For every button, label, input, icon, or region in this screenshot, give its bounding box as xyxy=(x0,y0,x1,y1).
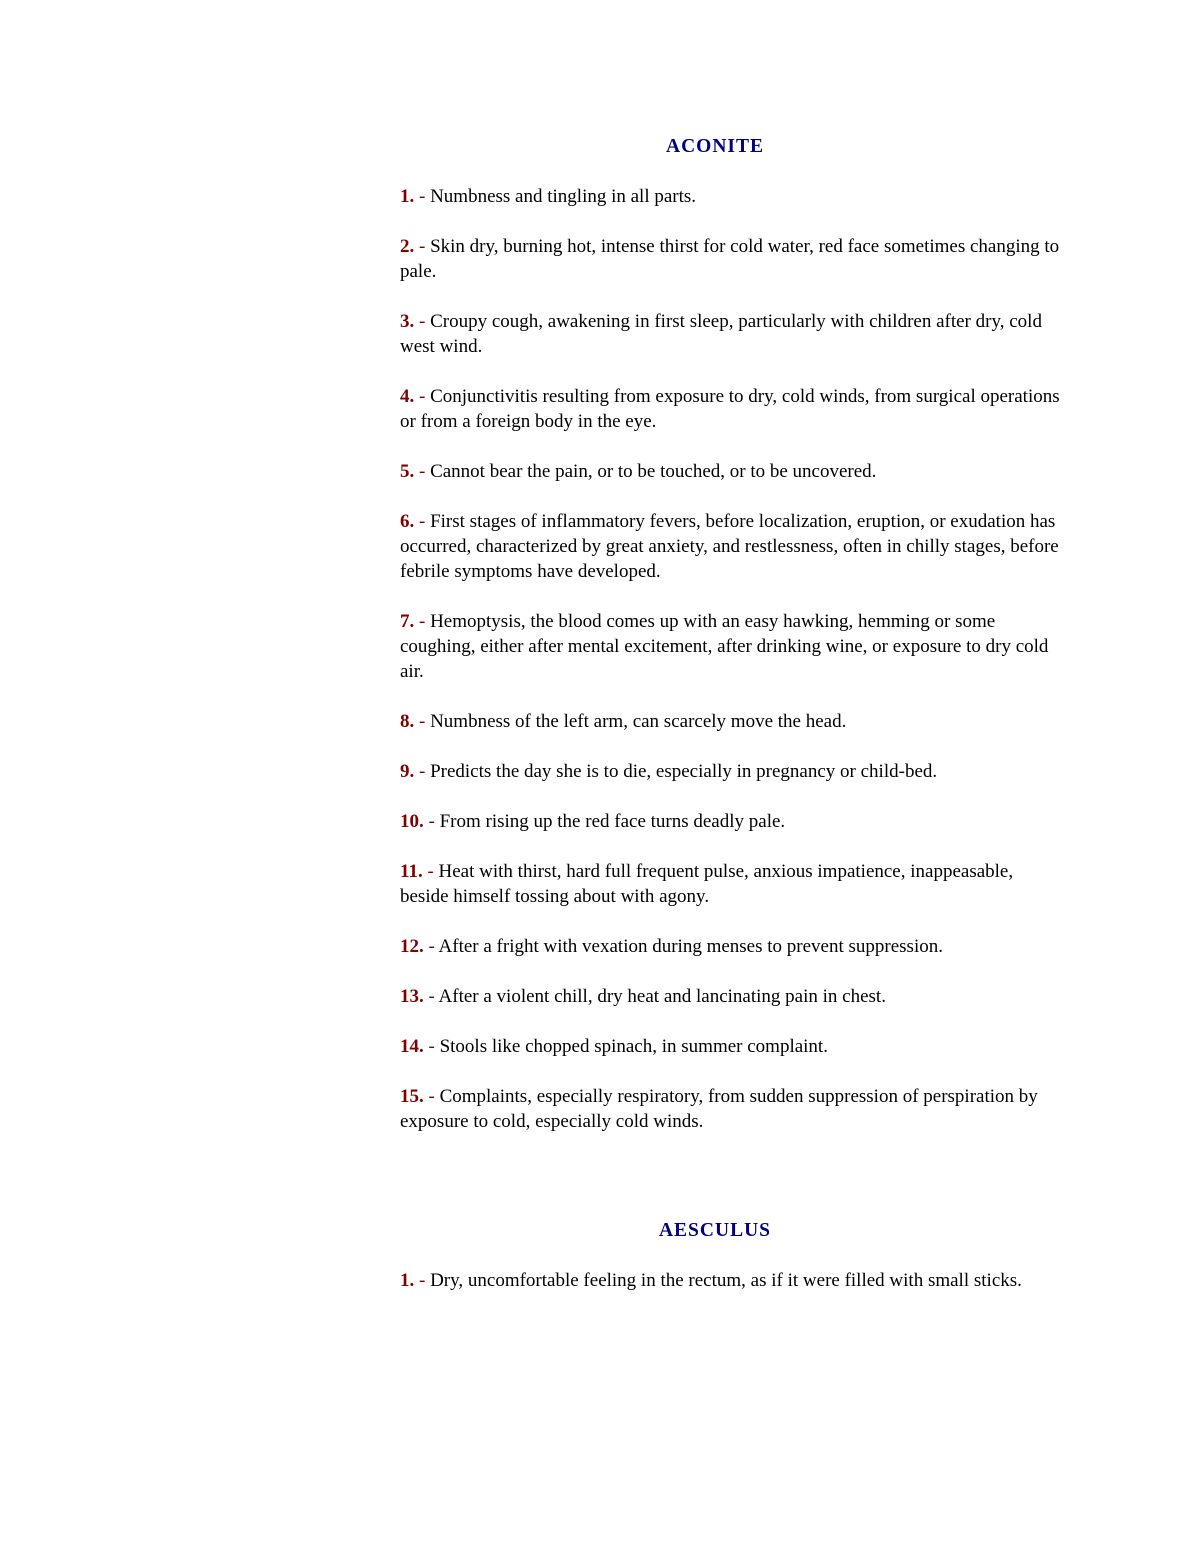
entry-number: 4. xyxy=(400,386,415,407)
entry-number: 2. xyxy=(400,236,415,257)
entry-number: 8. xyxy=(400,711,415,732)
entry-text: Hemoptysis, the blood comes up with an easy hawking, hemming or some coughing, either after mental excitement, after drinking wine, or exposure to dry cold air. xyxy=(400,611,1049,682)
entry-number: 6. xyxy=(400,511,415,532)
entry xyxy=(400,809,1060,834)
entry-number: 1. xyxy=(400,1270,415,1291)
entry-number: 9. xyxy=(400,761,415,782)
entry-number: 12. xyxy=(400,936,424,957)
entry-text: Heat with thirst, hard full frequent pulse, anxious impatience, inappeasable, beside himself tossing about with agony. xyxy=(400,861,1014,907)
entry xyxy=(400,984,1060,1009)
entry-text: Cannot bear the pain, or to be touched, or to be uncovered. xyxy=(430,461,877,482)
entry xyxy=(400,709,1060,734)
entry-text: From rising up the red face turns deadly pale. xyxy=(439,811,786,832)
entry-separator: - xyxy=(428,1086,435,1107)
entry-number: 15. xyxy=(400,1086,424,1107)
entry-separator: - xyxy=(419,461,426,482)
entry-separator: - xyxy=(419,1270,426,1291)
entry-separator: - xyxy=(428,1036,435,1057)
entry-text: Predicts the day she is to die, especially in pregnancy or child-bed. xyxy=(430,761,938,782)
entry-number: 5. xyxy=(400,461,415,482)
section-aconite xyxy=(400,134,1060,1134)
entry-number: 13. xyxy=(400,986,424,1007)
entry xyxy=(400,759,1060,784)
entry xyxy=(400,459,1060,484)
entry xyxy=(400,234,1060,284)
entry xyxy=(400,384,1060,434)
entry-separator: - xyxy=(419,761,426,782)
entry-separator: - xyxy=(419,511,426,532)
entry-text: First stages of inflammatory fevers, before localization, eruption, or exudation has occurred, characterized by great anxiety, and restlessness, often in chilly stages, before febrile symptoms have developed. xyxy=(400,511,1059,582)
entry xyxy=(400,1268,1060,1293)
entry-separator: - xyxy=(419,236,426,257)
entry-separator: - xyxy=(427,861,434,882)
entry-separator: - xyxy=(419,386,426,407)
entry-number: 3. xyxy=(400,311,415,332)
entry-text: Numbness and tingling in all parts. xyxy=(430,186,697,207)
entry xyxy=(400,509,1060,584)
entry xyxy=(400,1034,1060,1059)
entry-number: 1. xyxy=(400,186,415,207)
entry xyxy=(400,309,1060,359)
entry xyxy=(400,859,1060,909)
entry-text: Dry, uncomfortable feeling in the rectum, as if it were filled with small sticks. xyxy=(430,1270,1022,1291)
entry-separator: - xyxy=(419,311,426,332)
section-spacer xyxy=(400,1159,1060,1218)
entry-text: Skin dry, burning hot, intense thirst for cold water, red face sometimes changing to pale. xyxy=(400,236,1060,282)
entry-text: Stools like chopped spinach, in summer complaint. xyxy=(439,1036,828,1057)
entry xyxy=(400,609,1060,684)
entry xyxy=(400,934,1060,959)
entry-separator: - xyxy=(419,611,426,632)
document-page xyxy=(400,134,1060,1318)
entry-text: Conjunctivitis resulting from exposure to dry, cold winds, from surgical operations or from a foreign body in the eye. xyxy=(400,386,1060,432)
section-aesculus xyxy=(400,1218,1060,1293)
entry xyxy=(400,184,1060,209)
entry-separator: - xyxy=(428,811,435,832)
entry-separator: - xyxy=(419,186,426,207)
section-title: ACONITE xyxy=(665,136,765,157)
entry-number: 7. xyxy=(400,611,415,632)
entry-number: 14. xyxy=(400,1036,424,1057)
entry-text: After a fright with vexation during menses to prevent suppression. xyxy=(438,936,943,957)
entry-separator: - xyxy=(428,936,435,957)
entry-number: 11. xyxy=(400,861,423,882)
entry-text: Complaints, especially respiratory, from sudden suppression of perspiration by exposure to cold, especially cold winds. xyxy=(400,1086,1038,1132)
entry-text: Numbness of the left arm, can scarcely move the head. xyxy=(430,711,847,732)
entry-separator: - xyxy=(419,711,426,732)
entry-separator: - xyxy=(428,986,435,1007)
entry-text: Croupy cough, awakening in first sleep, particularly with children after dry, cold west wind. xyxy=(400,311,1042,357)
section-title: AESCULUS xyxy=(658,1220,772,1241)
entry-number: 10. xyxy=(400,811,424,832)
entry-text: After a violent chill, dry heat and lancinating pain in chest. xyxy=(438,986,886,1007)
entry xyxy=(400,1084,1060,1134)
